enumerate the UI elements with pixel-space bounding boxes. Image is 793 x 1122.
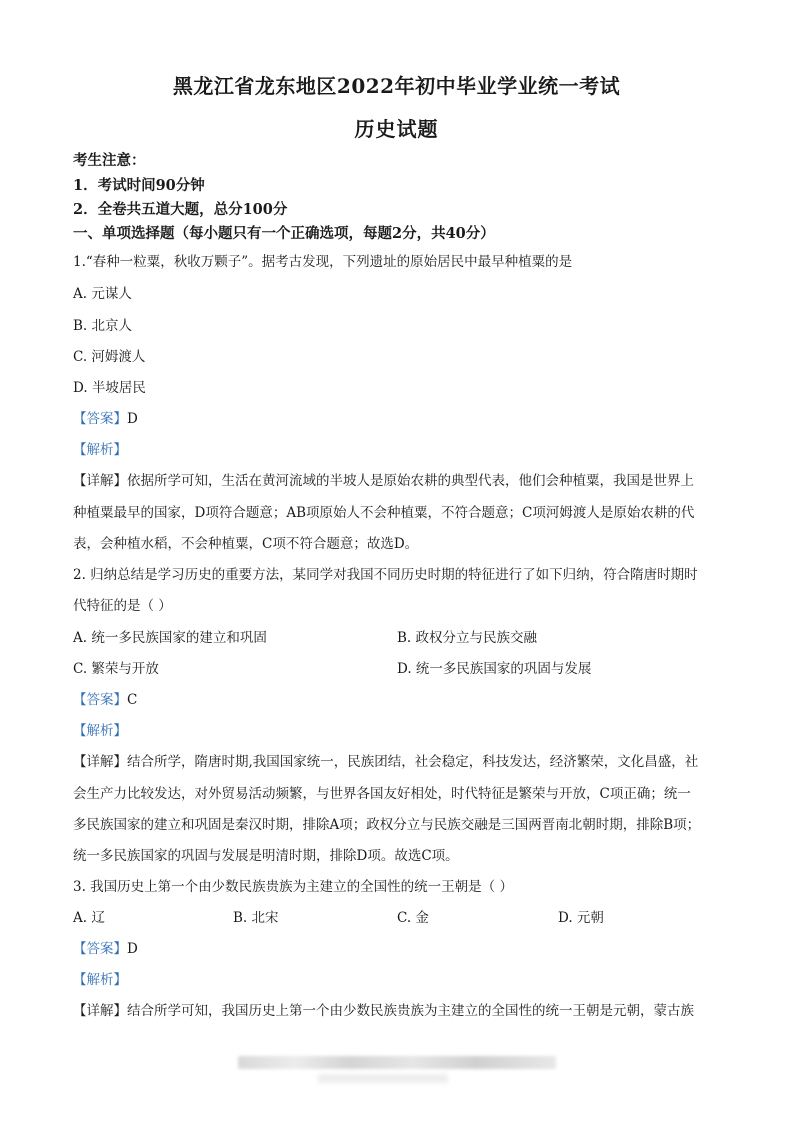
q1-stem: 1.“春种一粒粟，秋收万颗子”。据考古发现，下列遗址的原始居民中最早种植粟的是: [73, 254, 573, 270]
q3-answer: [73, 937, 138, 957]
q3-detail-line-1: [73, 999, 694, 1019]
analysis-label: 【解析】: [73, 972, 127, 988]
q2-detail-line-1: [73, 750, 698, 770]
page-subtitle: 历史试题: [354, 117, 439, 141]
answer-label: 【答案】: [73, 411, 127, 427]
answer-label: 【答案】: [73, 692, 127, 708]
q1-analysis: [73, 438, 127, 458]
section-heading: 一、单项选择题（每小题只有一个正确选项，每题2分，共40分）: [73, 225, 495, 242]
q3-option-b: B. 北宋: [233, 910, 279, 926]
q3-analysis: [73, 968, 127, 988]
q1-detail-line-3: 表，会种植水稻，不会种植粟，C项不符合题意；故选D。: [73, 536, 419, 552]
detail-label: 【详解】: [73, 473, 127, 489]
q3-option-c: C. 金: [397, 910, 429, 926]
q1-detail-line-2: 种植粟最早的国家，D项符合题意；AB项原始人不会种植粟，不符合题意；C项河姆渡人是原始农耕的代: [73, 505, 695, 521]
q2-stem-line-2: 代特征的是（ ）: [73, 598, 172, 614]
q1-option-b: B. 北京人: [73, 318, 133, 334]
q1-answer-value: D: [127, 411, 138, 427]
q2-detail-text-1: 结合所学，隋唐时期,我国国家统一，民族团结，社会稳定，科技发达，经济繁荣，文化昌盛，社: [127, 754, 699, 770]
blurred-footer-watermark: [238, 1056, 556, 1069]
q2-analysis: [73, 719, 127, 739]
detail-label: 【详解】: [73, 1003, 127, 1019]
q3-option-d: D. 元朝: [558, 910, 604, 926]
q2-answer: [73, 688, 137, 708]
analysis-label: 【解析】: [73, 723, 127, 739]
analysis-label: 【解析】: [73, 442, 127, 458]
q2-detail-line-3: 多民族国家的建立和巩固是秦汉时期，排除A项；政权分立与民族交融是三国两晋南北朝时期，排除B项；: [73, 817, 701, 833]
q1-answer: [73, 407, 138, 427]
q2-option-b: B. 政权分立与民族交融: [397, 630, 538, 646]
q3-option-a: A. 辽: [73, 910, 105, 926]
notes-heading: 考生注意：: [73, 152, 146, 169]
notes-item-2: 2．全卷共五道大题，总分100分: [73, 201, 288, 218]
q1-detail-text-1: 依据所学可知，生活在黄河流域的半坡人是原始农耕的典型代表，他们会种植粟，我国是世界上: [127, 473, 694, 489]
q3-answer-value: D: [127, 941, 138, 957]
q1-option-a: A. 元谋人: [73, 286, 132, 302]
q2-answer-value: C: [127, 692, 138, 708]
q1-option-c: C. 河姆渡人: [73, 349, 146, 365]
q2-detail-line-4: 统一多民族国家的巩固与发展是明清时期，排除D项。故选C项。: [73, 848, 459, 864]
page-title: 黑龙江省龙东地区2022年初中毕业学业统一考试: [172, 74, 621, 98]
answer-label: 【答案】: [73, 941, 127, 957]
q2-stem-line-1: 2. 归纳总结是学习历史的重要方法，某同学对我国不同历史时期的特征进行了如下归纳，符合隋唐时期时: [73, 567, 698, 583]
q3-detail-text-1: 结合所学可知，我国历史上第一个由少数民族贵族为主建立的全国性的统一王朝是元朝，蒙古族: [127, 1003, 694, 1019]
blurred-footer-watermark-sub: [318, 1074, 448, 1083]
q1-option-d: D. 半坡居民: [73, 380, 146, 396]
q2-option-d: D. 统一多民族国家的巩固与发展: [397, 661, 592, 677]
q2-option-c: C. 繁荣与开放: [73, 661, 159, 677]
q1-detail-line-1: [73, 469, 694, 489]
q2-option-a: A. 统一多民族国家的建立和巩固: [73, 630, 267, 646]
q3-stem: 3. 我国历史上第一个由少数民族贵族为主建立的全国性的统一王朝是（ ）: [73, 879, 513, 895]
notes-item-1: 1．考试时间90分钟: [73, 177, 205, 194]
q2-detail-line-2: 会生产力比较发达，对外贸易活动频繁，与世界各国友好相处，时代特征是繁荣与开放，C项正确；统一: [73, 786, 691, 802]
detail-label: 【详解】: [73, 754, 127, 770]
